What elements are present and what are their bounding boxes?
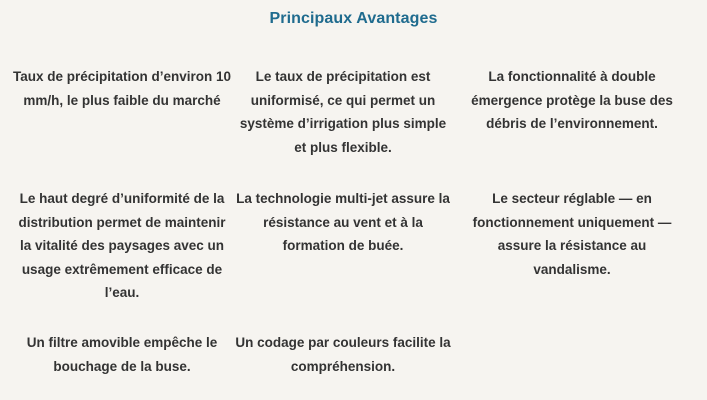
advantage-color-coding: Un codage par couleurs facilite la compréhension. [235, 335, 451, 374]
advantage-uniform-rate: Le taux de précipitation est uniformisé, ce qui permet un système d’irrigation plus simple et plus flexible. [239, 69, 447, 155]
advantage-precipitation-rate: Taux de précipitation d’environ 10 mm/h, le plus faible du marché [12, 69, 232, 108]
advantage-removable-filter: Un filtre amovible empêche le bouchage de la buse. [26, 335, 218, 374]
advantage-distribution-uniformity: Le haut degré d’uniformité de la distribution permet de maintenir la vitalité des paysages avec un usage extrêmement efficace de l’eau. [18, 191, 226, 300]
section-title: Principaux Avantages [269, 10, 438, 27]
advantage-adjustable-arc: Le secteur réglable — en fonctionnement uniquement — assure la résistance au vandalisme. [472, 191, 672, 277]
advantage-multi-jet: La technologie multi-jet assure la résistance au vent et à la formation de buée. [236, 191, 450, 253]
advantage-double-pop-up: La fonctionnalité à double émergence protège la buse des débris de l’environnement. [471, 69, 673, 131]
